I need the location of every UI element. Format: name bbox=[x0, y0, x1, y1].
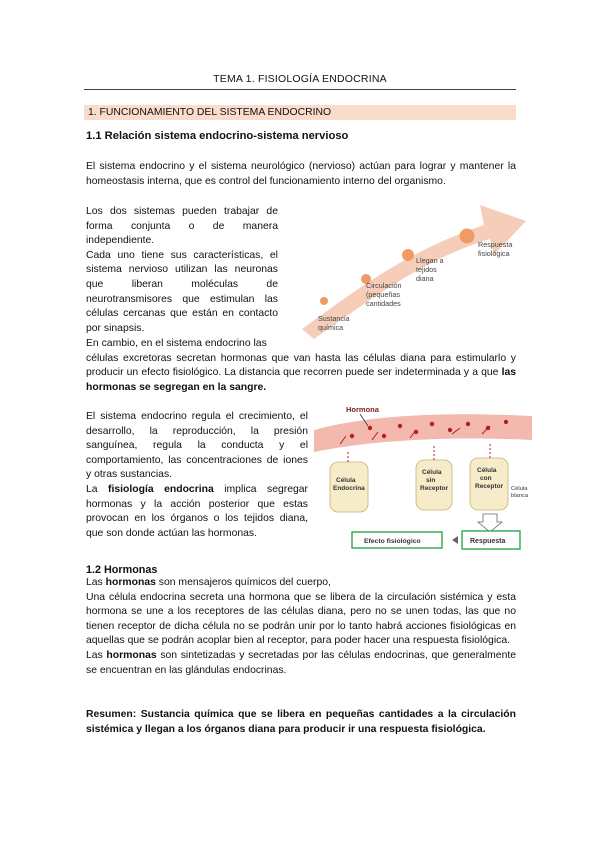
response-to-effect-arrow bbox=[452, 536, 458, 544]
paragraph-endocrine-functions: El sistema endocrino regula el crecimiento, el desarrollo, la reproducción, la presión sanguínea, regula la conducta y el comportamiento, las concentraciones de iones y otras sustancias. La fisiología endocrina implica segregar hormonas y la acción posterior que estas provocan en los órganos o los tejidos diana, que son donde actúan las hormonas. bbox=[86, 411, 309, 539]
svg-text:Efecto fisiológico: Efecto fisiológico bbox=[364, 538, 421, 545]
section-heading: 1. FUNCIONAMIENTO DEL SISTEMA ENDOCRINO bbox=[88, 107, 332, 118]
intro-paragraph: El sistema endocrino y el sistema neurológico (nervioso) actúan para lograr y mantener la homeostasis interna, que es control del funcionamiento interno del organismo. bbox=[86, 161, 516, 187]
svg-text:tejidos: tejidos bbox=[416, 265, 437, 274]
svg-text:Célula: Célula bbox=[477, 467, 497, 474]
effect-box bbox=[352, 532, 442, 548]
subsection-heading-1-2: 1.2 Hormonas bbox=[86, 564, 158, 576]
svg-text:con: con bbox=[480, 475, 492, 482]
hormone-receptor-diagram bbox=[312, 400, 534, 556]
white-cell-label: Célula bbox=[511, 486, 528, 492]
summary-paragraph: Resumen: Sustancia química que se libera en pequeñas cantidades a la circulación sistémica y llegan a los órganos diana para producir ir una respuesta fisiológica. bbox=[86, 709, 516, 735]
svg-text:Célula: Célula bbox=[422, 469, 442, 476]
response-box bbox=[462, 531, 520, 549]
hormone-path-diagram bbox=[294, 197, 534, 342]
physiology-bold: fisiología endocrina bbox=[108, 483, 214, 495]
cell-without-receptor bbox=[416, 460, 452, 510]
stage-label-4: Respuesta bbox=[478, 240, 513, 249]
stage-dot-3 bbox=[402, 249, 414, 261]
hormones-paragraph: Las hormonas son mensajeros químicos del cuerpo, Una célula endocrina secreta una hormona que se libera de la circulación sistémica y esta hormona se une a los receptores de las células diana, pero no se unen todas, las que no tienen receptor de dicha célula no se podrán unir por lo tanto habrá acciones fisiológicas en aquellas que se podrán acoplar bien al receptor, para poder hacer una respuesta fisiológica. Las hormonas son sintetizadas y secretadas por las células endocrinas, que generalmente se encuentran en las glándulas endocrinas. bbox=[86, 577, 517, 676]
svg-text:Receptor: Receptor bbox=[475, 483, 504, 490]
subsection-heading-1-1: 1.1 Relación sistema endocrino-sistema nervioso bbox=[86, 130, 349, 142]
svg-text:Respuesta: Respuesta bbox=[470, 538, 506, 545]
paragraph-two-systems: Los dos sistemas pueden trabajar de forma conjunta o de manera independiente. Cada uno tiene sus características, el sistema nervioso utilizan las neuronas que liberan moléculas de neurotransmisores que estimulan las células cercanas que están en contacto por sinapsis. bbox=[86, 206, 278, 334]
svg-text:Célula: Célula bbox=[336, 477, 356, 484]
stage-label-2: Circulación bbox=[366, 281, 402, 290]
stage-dot-4 bbox=[460, 229, 475, 244]
svg-text:Receptor: Receptor bbox=[420, 485, 449, 492]
svg-text:diana: diana bbox=[416, 274, 434, 283]
svg-text:fisiológica: fisiológica bbox=[478, 249, 510, 258]
svg-text:sin: sin bbox=[426, 477, 436, 484]
stage-label-3: Llegan a bbox=[416, 256, 444, 265]
blood-vessel bbox=[314, 414, 532, 452]
header-divider bbox=[84, 89, 516, 90]
svg-text:química: química bbox=[318, 323, 344, 332]
svg-text:Endocrina: Endocrina bbox=[333, 485, 365, 492]
stage-label-1: Sustancia bbox=[318, 314, 350, 323]
page-title: TEMA 1. FISIOLOGÍA ENDOCRINA bbox=[213, 73, 387, 85]
contrast-bold: las hormonas se segregan en la sangre. bbox=[86, 367, 517, 393]
hormone-label: Hormona bbox=[346, 405, 379, 414]
svg-text:cantidades: cantidades bbox=[366, 299, 401, 308]
svg-text:(pequeñas: (pequeñas bbox=[366, 290, 400, 299]
paragraph-endocrine-contrast bbox=[86, 337, 516, 395]
stage-dot-1 bbox=[320, 297, 328, 305]
svg-text:blanca: blanca bbox=[511, 493, 529, 499]
contrast-lead: En cambio, en el sistema endocrino las bbox=[86, 338, 267, 349]
cell-with-receptor bbox=[470, 458, 508, 510]
contrast-rest: células excretoras secretan hormonas que van hasta las células diana para estimularlo y producir un efecto fisiológico. La distancia que recorren puede ser indeterminada y a que bbox=[86, 352, 516, 379]
cell-endocrine bbox=[330, 462, 368, 512]
